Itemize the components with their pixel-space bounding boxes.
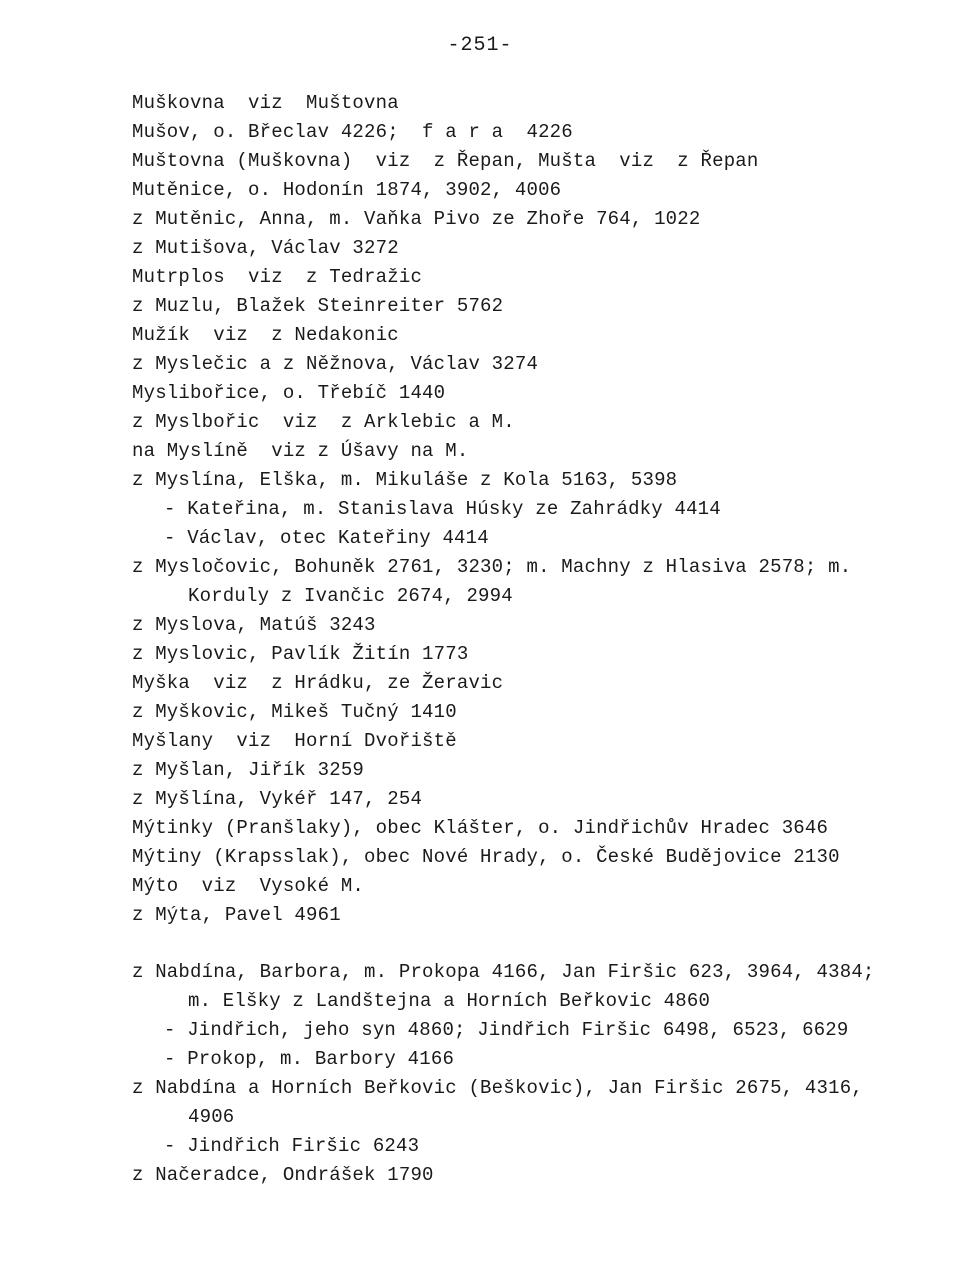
page-number: -251-	[447, 34, 513, 57]
index-entry: Muštovna (Muškovna) viz z Řepan, Mušta viz z Řepan	[132, 150, 759, 172]
index-entry: Muškovna viz Muštovna	[132, 92, 399, 114]
index-entry: Mutěnice, o. Hodonín 1874, 3902, 4006	[132, 179, 562, 201]
index-entry: z Myslova, Matúš 3243	[132, 614, 376, 636]
index-entry: z Mysločovic, Bohuněk 2761, 3230; m. Machny z Hlasiva 2578; m.	[132, 556, 852, 578]
index-entry: z Myslovic, Pavlík Žitín 1773	[132, 643, 469, 665]
index-section-m	[132, 89, 922, 930]
index-entry-continuation: 4906	[188, 1106, 235, 1128]
index-entry: z Mutišova, Václav 3272	[132, 237, 399, 259]
index-entry: z Myšlína, Vykéř 147, 254	[132, 788, 423, 810]
index-subentry: - Jindřich Firšic 6243	[164, 1135, 420, 1157]
index-entry: z Nabdína, Barbora, m. Prokopa 4166, Jan Firšic 623, 3964, 4384;	[132, 961, 875, 983]
index-entry: z Načeradce, Ondrášek 1790	[132, 1164, 434, 1186]
index-entry: z Myslečic a z Něžnova, Václav 3274	[132, 353, 539, 375]
index-entry: Mutrplos viz z Tedražic	[132, 266, 423, 288]
index-subentry: - Prokop, m. Barbory 4166	[164, 1048, 455, 1070]
index-subentry: - Kateřina, m. Stanislava Húsky ze Zahrádky 4414	[164, 498, 721, 520]
index-entry: z Myslína, Elška, m. Mikuláše z Kola 5163, 5398	[132, 469, 678, 491]
index-entry: Mýtiny (Krapsslak), obec Nové Hrady, o. České Budějovice 2130	[132, 846, 840, 868]
index-entry: na Myslíně viz z Úšavy na M.	[132, 440, 469, 462]
index-entry: Myška viz z Hrádku, ze Žeravic	[132, 672, 504, 694]
index-entry: Mušov, o. Břeclav 4226; f a r a 4226	[132, 121, 573, 143]
index-entry: Mužík viz z Nedakonic	[132, 324, 399, 346]
index-entry: z Myslbořic viz z Arklebic a M.	[132, 411, 515, 433]
index-entry: Mýto viz Vysoké M.	[132, 875, 365, 897]
index-entry: z Mýta, Pavel 4961	[132, 904, 341, 926]
index-entry-continuation: Korduly z Ivančic 2674, 2994	[188, 585, 513, 607]
index-entry: Myšlany viz Horní Dvořiště	[132, 730, 457, 752]
index-section-n	[132, 958, 922, 1190]
index-entry: z Nabdína a Horních Beřkovic (Beškovic), Jan Firšic 2675, 4316,	[132, 1077, 863, 1099]
index-subentry: - Václav, otec Kateřiny 4414	[164, 527, 489, 549]
index-entry: z Myškovic, Mikeš Tučný 1410	[132, 701, 457, 723]
index-entry: z Muzlu, Blažek Steinreiter 5762	[132, 295, 504, 317]
index-entry: z Mutěnic, Anna, m. Vaňka Pivo ze Zhoře 764, 1022	[132, 208, 701, 230]
index-entry: z Myšlan, Jiřík 3259	[132, 759, 365, 781]
index-entry: Myslibořice, o. Třebíč 1440	[132, 382, 446, 404]
index-subentry: - Jindřich, jeho syn 4860; Jindřich Firšic 6498, 6523, 6629	[164, 1019, 849, 1041]
index-entry: Mýtinky (Pranšlaky), obec Klášter, o. Jindřichův Hradec 3646	[132, 817, 829, 839]
index-entry-continuation: m. Elšky z Landštejna a Horních Beřkovic 4860	[188, 990, 711, 1012]
